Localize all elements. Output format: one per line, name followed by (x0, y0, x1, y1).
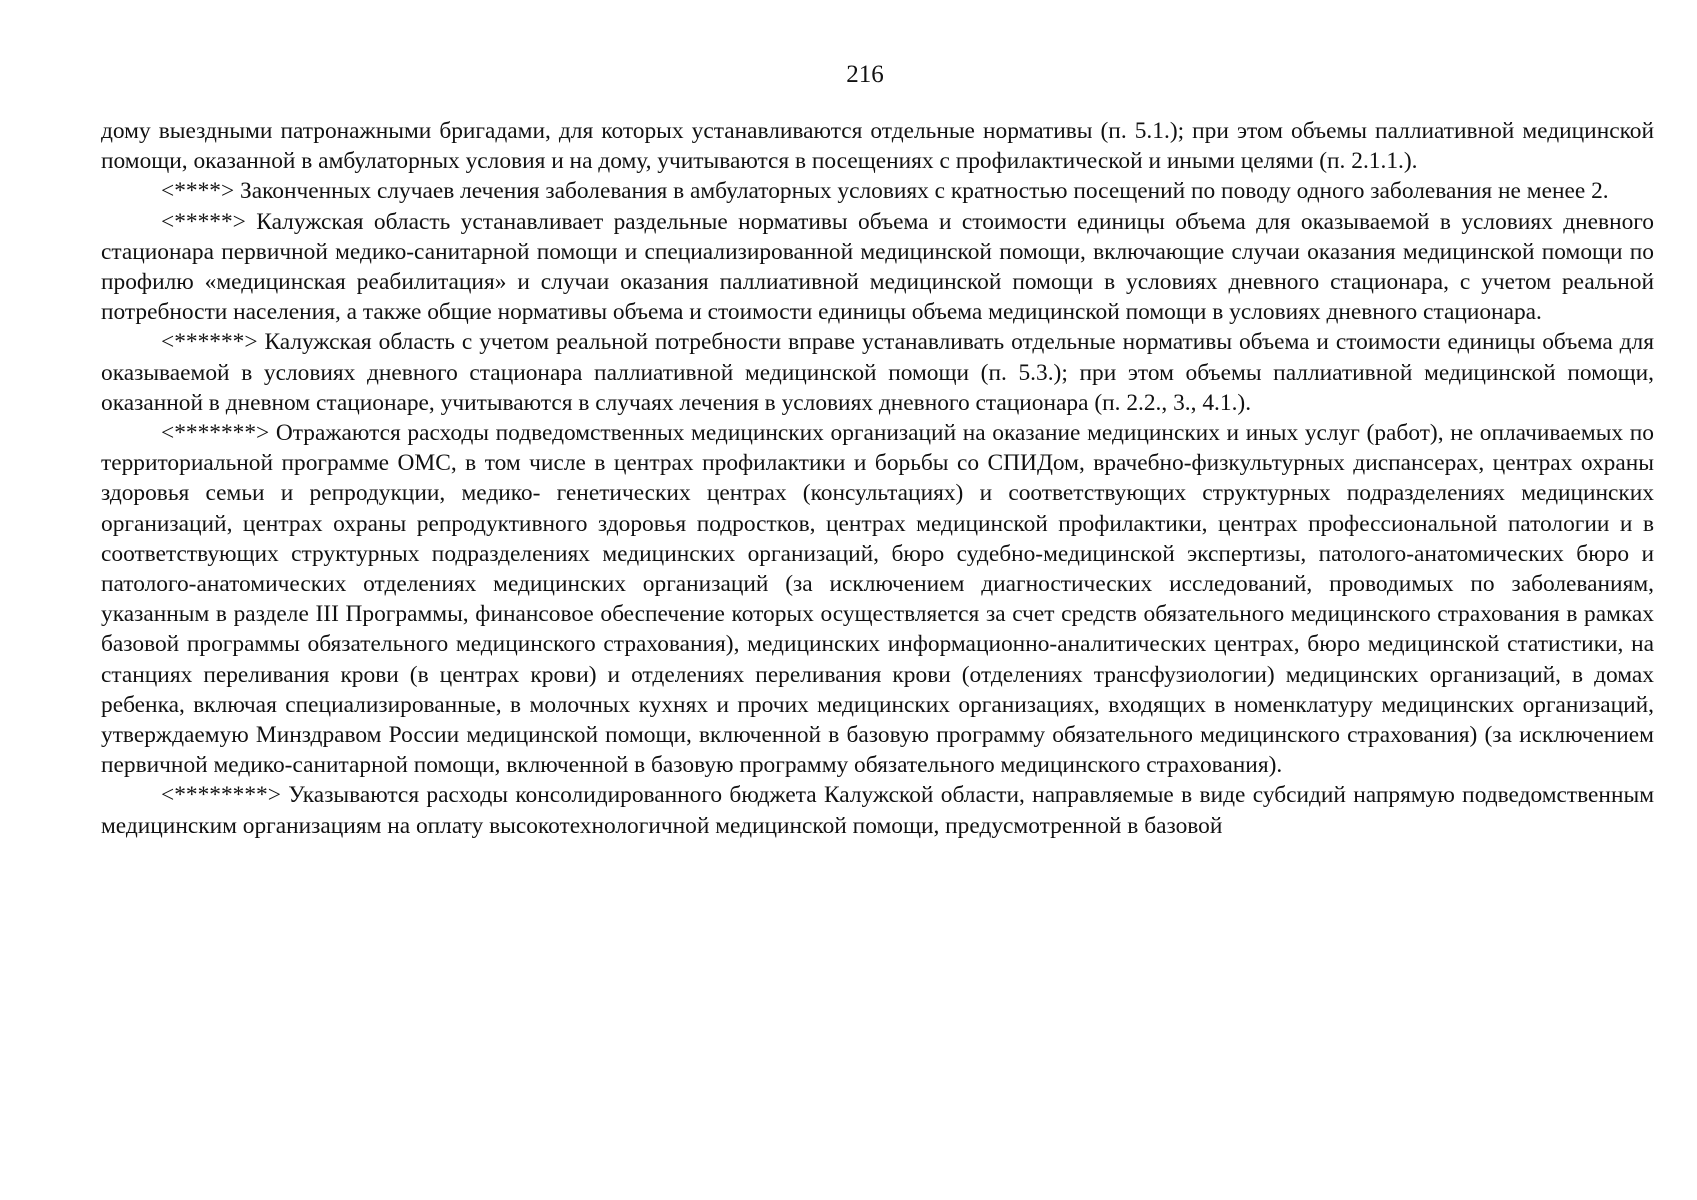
footnote-7-stars: <*******> Отражаются расходы подведомственных медицинских организаций на оказание медицинских и иных услуг (работ), не оплачиваемых по территориальной программе ОМС, в том числе в центрах профилактики и борьбы со СПИДом, врачебно-физкультурных диспансерах, центрах охраны здоровья семьи и репродукции, медико- генетических центрах (консультациях) и соответствующих структурных подразделениях медицинских организаций, центрах охраны репродуктивного здоровья подростков, центрах медицинской профилактики, центрах профессиональной патологии и в соответствующих структурных подразделениях медицинских организаций, бюро судебно-медицинской экспертизы, патолого-анатомических бюро и патолого-анатомических отделениях медицинских организаций (за исключением диагностических исследований, проводимых по заболеваниям, указанным в разделе III Программы, финансовое обеспечение которых осуществляется за счет средств обязательного медицинского страхования в рамках базовой программы обязательного медицинского страхования), медицинских информационно-аналитических центрах, бюро медицинской статистики, на станциях переливания крови (в центрах крови) и отделениях переливания крови (отделениях трансфузиологии) медицинских организаций, в домах ребенка, включая специализированные, в молочных кухнях и прочих медицинских организациях, входящих в номенклатуру медицинских организаций, утверждаемую Минздравом России медицинской помощи, включенной в базовую программу обязательного медицинского страхования) (за исключением первичной медико-санитарной помощи, включенной в базовую программу обязательного медицинского страхования). (101, 420, 1654, 779)
page-number: 216 (846, 61, 884, 88)
paragraph-continuation: дому выездными патронажными бригадами, для которых устанавливаются отдельные нормативы (п. 5.1.); при этом объемы паллиативной медицинской помощи, оказанной в амбулаторных условия и на дому, учитываются в посещениях с профилактической и иными целями (п. 2.1.1.). (101, 118, 1654, 175)
document-body (101, 116, 1654, 841)
footnote-6-stars: <******> Калужская область с учетом реальной потребности вправе устанавливать отдельные нормативы объема и стоимости единицы объема для оказываемой в условиях дневного стационара паллиативной медицинской помощи (п. 5.3.); при этом объемы паллиативной медицинской помощи, оказанной в дневном стационаре, учитываются в случаях лечения в условиях дневного стационара (п. 2.2., 3., 4.1.). (101, 329, 1654, 416)
footnote-4-stars: <****> Законченных случаев лечения заболевания в амбулаторных условиях с кратностью посещений по поводу одного заболевания не менее 2. (161, 178, 1609, 205)
footnote-5-stars: <*****> Калужская область устанавливает раздельные нормативы объема и стоимости единицы объема для оказываемой в условиях дневного стационара первичной медико-санитарной помощи и специализированной медицинской помощи, включающие случаи оказания медицинской помощи по профилю «медицинская реабилитация» и случаи оказания паллиативной медицинской помощи в условиях дневного стационара, с учетом реальной потребности населения, а также общие нормативы объема и стоимости единицы объема медицинской помощи в условиях дневного стационара. (101, 208, 1654, 326)
footnote-8-stars: <********> Указываются расходы консолидированного бюджета Калужской области, направляемые в виде субсидий напрямую подведомственным медицинским организациям на оплату высокотехнологичной медицинской помощи, предусмотренной в базовой (101, 782, 1654, 839)
